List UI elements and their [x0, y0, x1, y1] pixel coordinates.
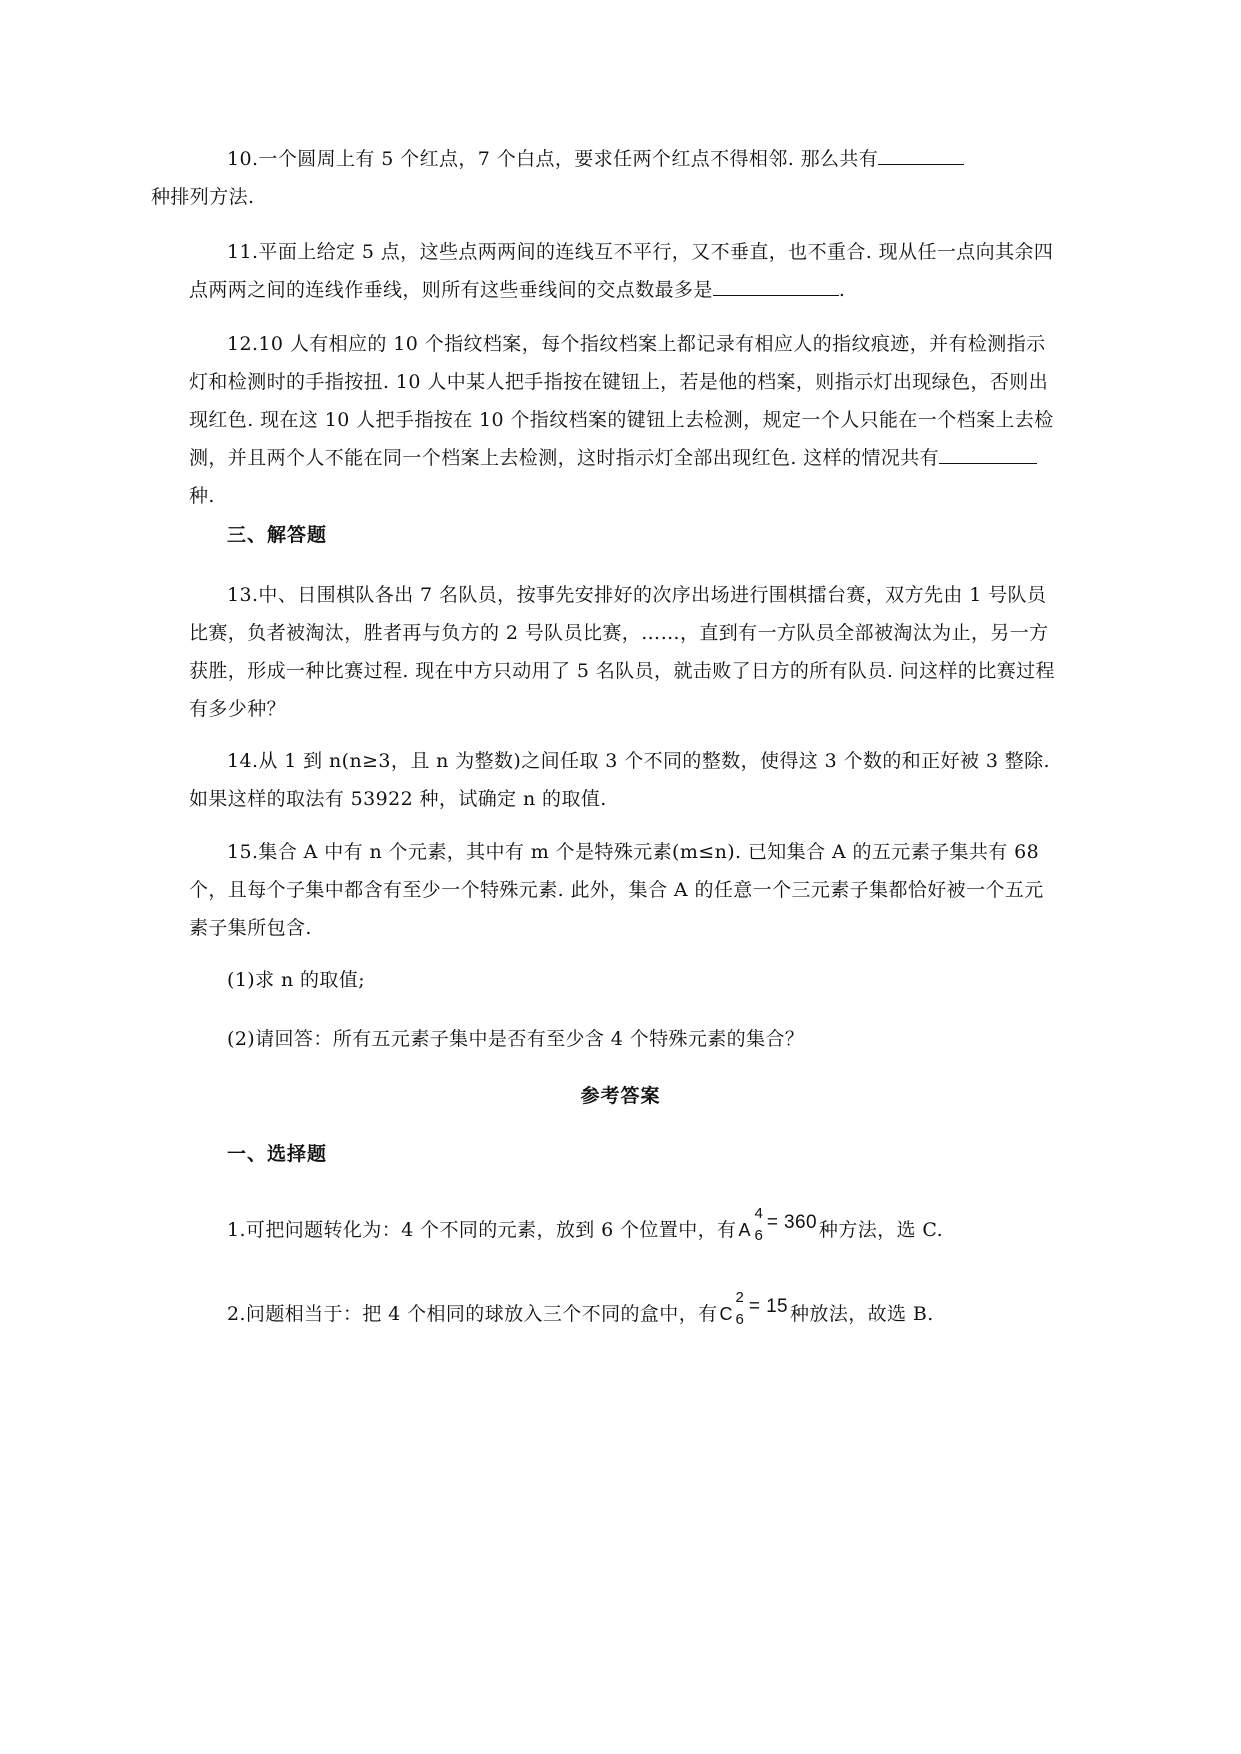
answer-2	[189, 1289, 1059, 1334]
formula-result: = 15	[748, 1296, 789, 1317]
answer-1	[189, 1205, 1059, 1250]
question-14: 14.从 1 到 n(n≥3，且 n 为整数)之间任取 3 个不同的整数，使得这 3 个数的和正好被 3 整除. 如果这样的取法有 53922 种，试确定 n 的取值.	[189, 750, 1050, 810]
question-10-text: 10.一个圆周上有 5 个红点，7 个白点，要求任两个红点不得相邻. 那么共有	[227, 148, 879, 170]
formula-base: C	[719, 1304, 733, 1324]
question-11	[189, 233, 1059, 309]
formula-superscript: 2	[735, 1289, 745, 1306]
answer-2-tail: 种放法，故选 B.	[790, 1303, 934, 1325]
answer-blank	[878, 140, 964, 165]
question-12-text: 12.10 人有相应的 10 个指纹档案，每个指纹档案上都记录有相应人的指纹痕迹，并有检测指示灯和检测时的手指按扭. 10 人中某人把手指按在键钮上，若是他的档案，则指示灯出现绿色，否则出现红色. 现在这 10 人把手指按在 10 个指纹档案的键钮上去检测，规定一个人只能在一个档案上去检测，并且两个人不能在同一个档案上去检测，这时指示灯全部出现红色. 这样的情况共有	[189, 333, 1054, 469]
answer-title: 参考答案	[580, 1085, 661, 1107]
answer-section-1-title: 一、选择题	[227, 1143, 328, 1165]
formula-subscript: 6	[735, 1311, 745, 1328]
question-10	[151, 140, 1059, 216]
permutation-formula	[738, 1205, 817, 1250]
answer-2-text: 2.问题相当于：把 4 个相同的球放入三个不同的盒中，有	[227, 1303, 718, 1325]
answer-blank	[713, 271, 839, 296]
answer-1-tail: 种方法，选 C.	[818, 1219, 944, 1241]
question-10-tail: 种排列方法.	[151, 186, 255, 208]
section-3-title: 三、解答题	[227, 524, 328, 546]
answer-1-text: 1.可把问题转化为：4 个不同的元素，放到 6 个位置中，有	[227, 1219, 737, 1241]
question-13: 13.中、日围棋队各出 7 名队员，按事先安排好的次序出场进行围棋擂台赛，双方先由 1 号队员比赛，负者被淘汰，胜者再与负方的 2 号队员比赛，……，直到有一方队员全部被淘汰为止，另一方获胜，形成一种比赛过程. 现在中方只动用了 5 名队员，就击败了日方的所有队员. 问这样的比赛过程有多少种？	[189, 584, 1055, 720]
combination-formula	[719, 1289, 789, 1334]
question-12-tail: 种.	[189, 485, 215, 507]
formula-superscript: 4	[754, 1205, 764, 1222]
question-11-text: 11.平面上给定 5 点，这些点两两间的连线互不平行，又不垂直，也不重合. 现从任一点向其余四点两两之间的连线作垂线，则所有这些垂线间的交点数最多是	[189, 241, 1054, 301]
question-15-part-2: (2)请回答：所有五元素子集中是否有至少含 4 个特殊元素的集合？	[227, 1028, 805, 1050]
formula-base: A	[738, 1220, 751, 1240]
question-15-part-1: (1)求 n 的取值;	[227, 969, 366, 991]
question-12	[189, 325, 1059, 515]
question-11-tail: .	[838, 279, 846, 301]
formula-subscript: 6	[754, 1227, 764, 1244]
question-15: 15.集合 A 中有 n 个元素，其中有 m 个是特殊元素(m≤n). 已知集合 A 的五元素子集共有 68 个，且每个子集中都含有至少一个特殊元素. 此外，集合 A 的任意一个三元素子集都恰好被一个五元素子集所包含.	[189, 841, 1044, 939]
formula-result: = 360	[766, 1212, 817, 1233]
answer-blank	[939, 439, 1037, 464]
